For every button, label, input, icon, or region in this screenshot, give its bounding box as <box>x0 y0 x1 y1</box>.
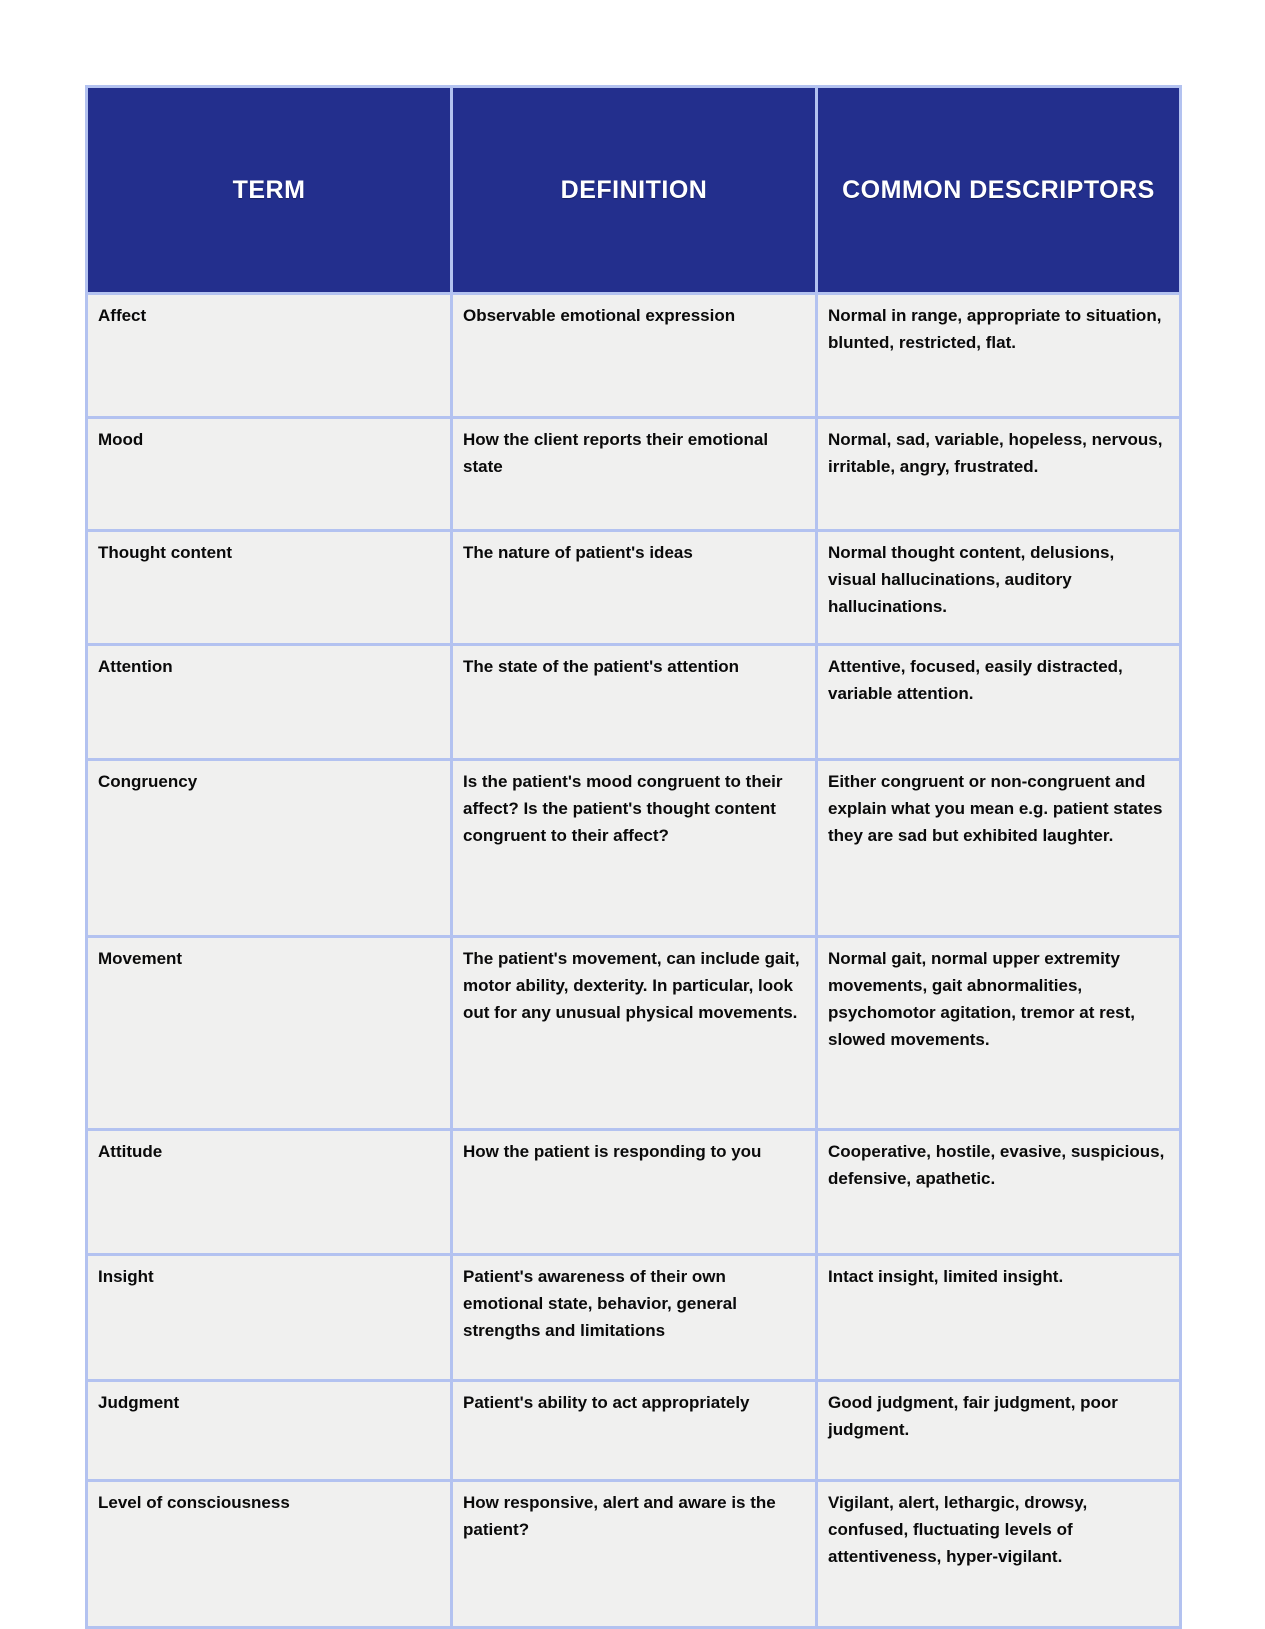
definition-cell: Observable emotional expression <box>452 294 817 418</box>
term-cell: Level of consciousness <box>87 1481 452 1628</box>
definition-cell: The patient's movement, can include gait, motor ability, dexterity. In particular, look out for any unusual physical movements. <box>452 937 817 1130</box>
term-cell: Movement <box>87 937 452 1130</box>
descriptors-cell: Attentive, focused, easily distracted, variable attention. <box>817 645 1181 760</box>
definition-cell: The nature of patient's ideas <box>452 531 817 645</box>
column-header-common-descriptors: COMMON DESCRIPTORS <box>817 87 1181 294</box>
descriptors-cell: Vigilant, alert, lethargic, drowsy, confused, fluctuating levels of attentiveness, hyper-vigilant. <box>817 1481 1181 1628</box>
term-cell: Affect <box>87 294 452 418</box>
descriptors-cell: Normal in range, appropriate to situation, blunted, restricted, flat. <box>817 294 1181 418</box>
mental-status-exam-table <box>85 85 1182 1629</box>
descriptors-cell: Normal gait, normal upper extremity movements, gait abnormalities, psychomotor agitation, tremor at rest, slowed movements. <box>817 937 1181 1130</box>
definition-cell: Patient's ability to act appropriately <box>452 1381 817 1481</box>
term-cell: Mood <box>87 418 452 531</box>
descriptors-cell: Good judgment, fair judgment, poor judgment. <box>817 1381 1181 1481</box>
term-cell: Attention <box>87 645 452 760</box>
table-row-insight <box>87 1255 1181 1381</box>
table-row-attention <box>87 645 1181 760</box>
definition-cell: Is the patient's mood congruent to their affect? Is the patient's thought content congruent to their affect? <box>452 760 817 937</box>
descriptors-cell: Either congruent or non-congruent and explain what you mean e.g. patient states they are sad but exhibited laughter. <box>817 760 1181 937</box>
term-cell: Congruency <box>87 760 452 937</box>
term-cell: Insight <box>87 1255 452 1381</box>
table-row-affect <box>87 294 1181 418</box>
table-row-mood <box>87 418 1181 531</box>
header-row <box>87 87 1181 294</box>
definition-cell: How the client reports their emotional state <box>452 418 817 531</box>
table-row-level-of-consciousness <box>87 1481 1181 1628</box>
column-header-definition: DEFINITION <box>452 87 817 294</box>
definition-cell: How the patient is responding to you <box>452 1130 817 1255</box>
definition-cell: The state of the patient's attention <box>452 645 817 760</box>
table-row-congruency <box>87 760 1181 937</box>
table-row-thought-content <box>87 531 1181 645</box>
definition-cell: Patient's awareness of their own emotional state, behavior, general strengths and limitations <box>452 1255 817 1381</box>
term-cell: Attitude <box>87 1130 452 1255</box>
descriptors-cell: Cooperative, hostile, evasive, suspicious, defensive, apathetic. <box>817 1130 1181 1255</box>
term-cell: Thought content <box>87 531 452 645</box>
table-row-movement <box>87 937 1181 1130</box>
term-cell: Judgment <box>87 1381 452 1481</box>
column-header-term: TERM <box>87 87 452 294</box>
descriptors-cell: Normal thought content, delusions, visual hallucinations, auditory hallucinations. <box>817 531 1181 645</box>
table-row-judgment <box>87 1381 1181 1481</box>
descriptors-cell: Intact insight, limited insight. <box>817 1255 1181 1381</box>
definition-cell: How responsive, alert and aware is the patient? <box>452 1481 817 1628</box>
table-row-attitude <box>87 1130 1181 1255</box>
descriptors-cell: Normal, sad, variable, hopeless, nervous, irritable, angry, frustrated. <box>817 418 1181 531</box>
